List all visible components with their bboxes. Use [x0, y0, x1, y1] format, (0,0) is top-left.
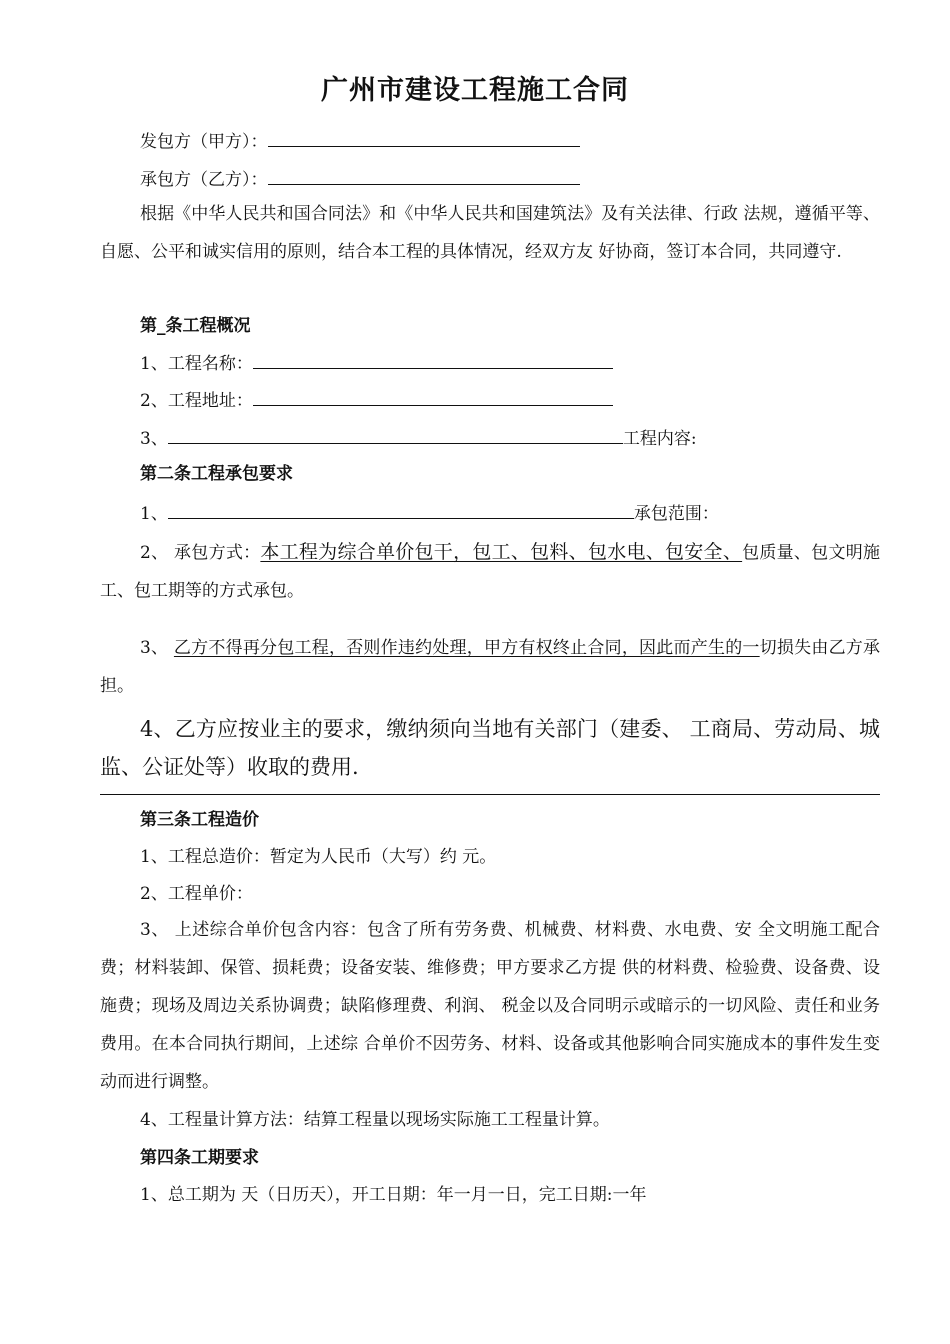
party-b-label: 承包方（乙方）：: [140, 170, 268, 190]
unit-price-line: 2、工程单价：: [140, 884, 253, 904]
contract-method-lead: 2、 承包方式：: [140, 543, 261, 563]
no-subcontract-lead: 3、: [140, 638, 169, 658]
project-content-prefix: 3、: [140, 429, 168, 449]
scope-label: 承包范围：: [633, 504, 719, 524]
quantity-method-line: 4、工程量计算方法：结算工程量以现场实际施工工程量计算。: [140, 1110, 610, 1130]
contract-method-underlined: 本工程为综合单价包干，包工、包料、包水电、包安全、: [260, 541, 743, 563]
article-4-heading: 第四条工期要求: [140, 1148, 259, 1168]
project-content-line: [140, 425, 697, 451]
schedule-line: 1、总工期为 天（日历天），开工日期：年一月一日，完工日期:一年: [140, 1185, 647, 1205]
article-1-heading: 第_条工程概况: [140, 316, 251, 336]
party-b-blank: [268, 166, 580, 185]
unit-price-content-paragraph: 3、 上述综合单价包含内容：包含了所有劳务费、机械费、材料费、水电费、安 全文明施工配合费；材料装卸、保管、损耗费；设备安装、维修费；甲方要求乙方提 供的材料费、检验费、设备费、设施费；现场及周边关系协调费；缺陷修理费、利润、 税金以及合同明示或暗示的一切风险、责任和业务费用。在本合同执行期间，上述综 合单价不因劳务、材料、设备或其他影响合同实施成本的事件发生变动而进行调整。: [100, 920, 880, 1092]
scope-blank: [168, 500, 634, 519]
party-a-line: [140, 128, 580, 154]
article-2-heading: 第二条工程承包要求: [140, 464, 293, 484]
document-title: 广州市建设工程施工合同: [321, 75, 629, 106]
project-content-label: 工程内容:: [622, 429, 697, 449]
total-cost-line: 1、工程总造价：暂定为人民币（大写）约 元。: [140, 847, 497, 867]
scope-line: [140, 500, 719, 526]
party-a-label: 发包方（甲方）：: [140, 132, 268, 152]
section-divider: [100, 794, 880, 795]
project-address-label: 2、工程地址：: [140, 391, 253, 411]
no-subcontract-paragraph: [100, 629, 880, 705]
party-b-line: [140, 166, 580, 192]
preamble-paragraph: 根据《中华人民共和国合同法》和《中华人民共和国建筑法》及有关法律、行政 法规，遵循平等、自愿、公平和诚实信用的原则，结合本工程的具体情况，经双方友 好协商，签订本合同，共同遵守.: [100, 204, 880, 262]
party-a-blank: [268, 128, 580, 147]
project-name-label: 1、工程名称：: [140, 354, 253, 374]
project-address-line: [140, 387, 613, 413]
project-content-blank: [168, 425, 623, 444]
project-name-line: [140, 350, 613, 376]
no-subcontract-underlined: 乙方不得再分包工程，否则作违约处理，甲方有权终止合同，因此而产生的一: [173, 638, 760, 658]
article-3-heading: 第三条工程造价: [140, 810, 259, 830]
contract-method-rest: 包质量、包文明施工、包工期等的方式承包。: [100, 543, 880, 601]
project-address-blank: [253, 387, 613, 406]
contract-method-paragraph: [100, 533, 880, 610]
fees-paragraph: 4、乙方应按业主的要求，缴纳须向当地有关部门（建委、 工商局、劳动局、城监、公证处等）收取的费用.: [100, 717, 880, 779]
project-name-blank: [253, 350, 613, 369]
scope-prefix: 1、: [140, 504, 168, 524]
no-subcontract-rest: 切损失由乙方承担。: [100, 638, 881, 696]
